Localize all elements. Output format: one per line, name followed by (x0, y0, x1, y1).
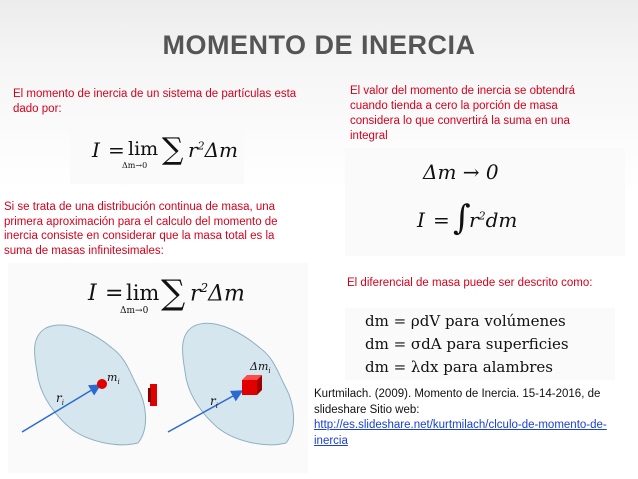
label-delta-mass: $\Delta m_i$ (250, 360, 271, 375)
formula-integral-box: Δm → 0 I = ∫ $r^2dm$ (345, 148, 625, 256)
diagram-box: I = lim Δm→0 ∑ $r^2\Delta m$ (8, 263, 308, 473)
reference-link[interactable]: http://es.slideshare.net/kurtmilach/clculo-de-momento-de-inercia (314, 419, 607, 447)
label-mass: $m_i$ (107, 371, 120, 386)
formula-lim-sub: Δm→0 (122, 161, 148, 170)
slide-title: MOMENTO DE INERCIA (162, 30, 476, 60)
label-radius-right: $r_i$ (210, 394, 218, 410)
mass-diagram (8, 318, 308, 473)
particle-mass (97, 379, 107, 389)
text-continuous: Si se trata de una distribución continua de masa, una primera aproximación para el calculo del momento de inercia consiste en considerar que la masa total es la suma de masas infinitesimales: (4, 201, 278, 257)
body-left (35, 325, 146, 445)
text-particles: El momento de inercia de un sistema de partículas esta dado por: (13, 88, 297, 115)
dm-row-volumes: dm = ρdV para volúmenes (365, 312, 566, 330)
mass-element-cube (242, 375, 262, 395)
formula-sum-box: I = lim Δm→0 ∑ $r^2\Delta m$ (70, 126, 244, 184)
text-differential: El diferencial de masa puede ser descrito como: (347, 277, 593, 289)
reference-text: Kurtmilach. (2009). Momento de Inercia. 15-14-2016, de slideshare Sitio web: (314, 388, 601, 416)
dm-row-wires: dm = λdx para alambres (365, 358, 553, 376)
formula-dm-limit: Δm → 0 (423, 160, 499, 184)
label-radius-left: $r_i$ (56, 391, 64, 407)
mass-element-bar (150, 384, 157, 406)
body-right (183, 323, 294, 444)
text-limit: El valor del momento de inercia se obtendrá cuando tienda a cero la porción de masa considera lo que convertirá la suma en una integral (350, 85, 576, 142)
reference (314, 387, 630, 449)
dm-table-box (345, 308, 615, 380)
dm-row-surfaces: dm = σdA para superficies (365, 335, 569, 353)
